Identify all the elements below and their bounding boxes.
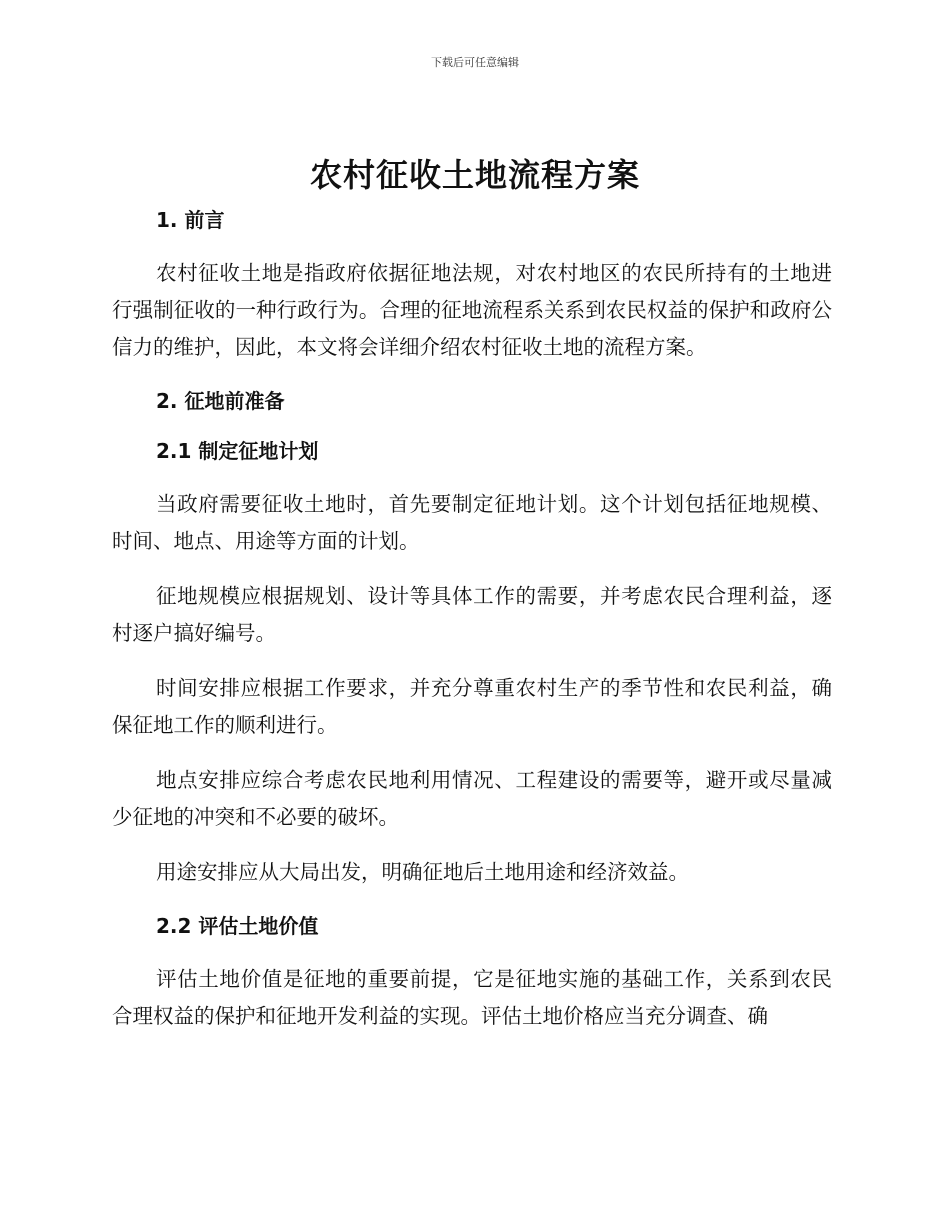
paragraph-plan-location: 地点安排应综合考虑农民地利用情况、工程建设的需要等，避开或尽量减少征地的冲突和不必要的破坏。 [112,768,832,829]
document-body [112,205,832,1035]
paragraph-plan-time: 时间安排应根据工作要求，并充分尊重农村生产的季节性和农民利益，确保征地工作的顺利进行。 [112,676,832,737]
section-heading-preparation: 2. 征地前准备 [156,389,285,413]
section-heading-preface: 1. 前言 [156,208,225,232]
subsection-heading-valuation: 2.2 评估土地价值 [156,914,319,938]
paragraph-plan-intro: 当政府需要征收土地时，首先要制定征地计划。这个计划包括征地规模、时间、地点、用途等方面的计划。 [112,492,832,553]
paragraph-plan-scale: 征地规模应根据规划、设计等具体工作的需要，并考虑农民合理利益，逐村逐户搞好编号。 [112,584,832,645]
paragraph-valuation: 评估土地价值是征地的重要前提，它是征地实施的基础工作，关系到农民合理权益的保护和征地开发利益的实现。评估土地价格应当充分调查、确 [112,967,832,1028]
header-note: 下载后可任意编辑 [431,56,519,69]
document-title: 农村征收土地流程方案 [309,156,640,194]
paragraph-plan-usage: 用途安排应从大局出发，明确征地后土地用途和经济效益。 [156,860,689,884]
subsection-heading-plan: 2.1 制定征地计划 [156,439,319,463]
paragraph-preface: 农村征收土地是指政府依据征地法规，对农村地区的农民所持有的土地进行强制征收的一种行政行为。合理的征地流程系关系到农民权益的保护和政府公信力的维护，因此，本文将会详细介绍农村征收土地的流程方案。 [112,261,832,359]
